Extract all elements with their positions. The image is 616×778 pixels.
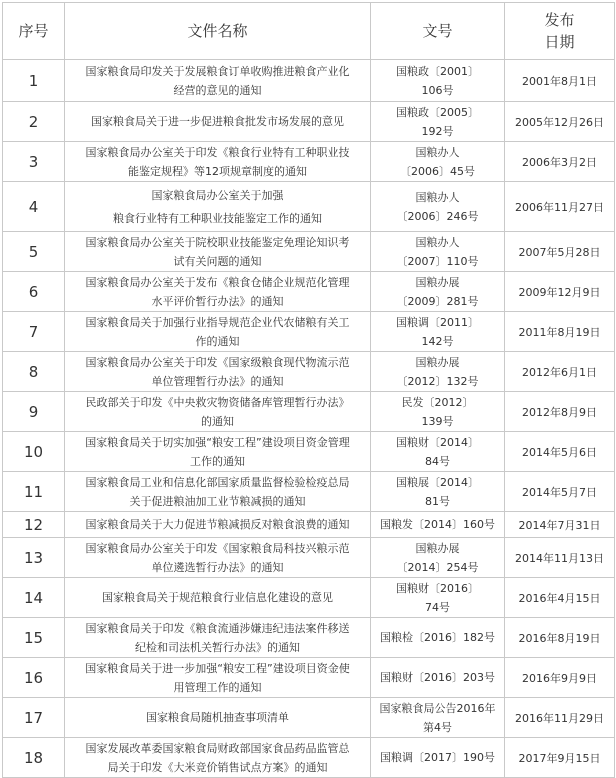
document-number-cell <box>371 432 505 472</box>
release-date: 2012年6月1日 <box>505 352 615 392</box>
document-name-line: 国家粮食局关于加强行业指导规范企业代农储粮有关工 <box>85 315 350 329</box>
document-number-cell <box>371 60 505 102</box>
document-number-line: 国粮财〔2016〕203号 <box>380 671 495 684</box>
row-number: 15 <box>3 618 65 658</box>
header-date-line2: 日期 <box>544 33 575 51</box>
document-name-line: 国家粮食局印发关于发展粮食订单收购推进粮食产业化 <box>85 64 350 78</box>
document-number-line: 74号 <box>425 600 450 614</box>
header-name: 文件名称 <box>65 3 371 60</box>
release-date: 2014年5月6日 <box>505 432 615 472</box>
document-number-line: 国家粮食局公告2016年 <box>379 701 496 715</box>
row-number: 3 <box>3 142 65 182</box>
document-name-line: 国家粮食局关于进一步加强“粮安工程”建设项目资金使 <box>85 661 350 675</box>
document-number-line: 国粮办人 <box>415 145 460 159</box>
document-name-cell <box>65 102 371 142</box>
table-row <box>3 578 615 618</box>
table-row <box>3 538 615 578</box>
header-doc: 文号 <box>371 3 505 60</box>
document-name-line: 单位遴选暂行办法》的通知 <box>151 560 284 574</box>
document-number-line: 139号 <box>421 414 454 428</box>
document-name-line: 国家粮食局随机抽查事项清单 <box>146 711 289 724</box>
document-name-line: 民政部关于印发《中央救灾物资储备库管理暂行办法》 <box>85 395 350 409</box>
table-header <box>3 3 615 60</box>
document-number-line: 国粮调〔2011〕 <box>396 315 479 329</box>
document-number-line: 国粮发〔2014〕160号 <box>380 518 495 531</box>
document-name-line: 粮食行业特有工种职业技能鉴定工作的通知 <box>113 211 322 225</box>
header-date <box>505 3 615 60</box>
table-row <box>3 698 615 738</box>
document-number-line: 81号 <box>425 494 450 508</box>
row-number: 1 <box>3 60 65 102</box>
document-number-cell <box>371 512 505 538</box>
table-row <box>3 142 615 182</box>
document-name-cell <box>65 352 371 392</box>
document-number-cell <box>371 272 505 312</box>
release-date: 2014年5月7日 <box>505 472 615 512</box>
document-number-line: 〔2009〕281号 <box>396 294 479 308</box>
document-number-cell <box>371 698 505 738</box>
release-date: 2001年8月1日 <box>505 60 615 102</box>
release-date: 2009年12月9日 <box>505 272 615 312</box>
document-number-cell <box>371 658 505 698</box>
document-name-line: 纪检和司法机关暂行办法》的通知 <box>135 640 300 654</box>
document-name-cell <box>65 392 371 432</box>
table-row <box>3 60 615 102</box>
table-row <box>3 102 615 142</box>
document-number-line: 第4号 <box>423 720 452 734</box>
document-number-cell <box>371 738 505 778</box>
document-number-line: 〔2014〕254号 <box>396 560 479 574</box>
document-name-line: 国家粮食局办公室关于院校职业技能鉴定免理论知识考 <box>85 235 350 249</box>
table-row <box>3 312 615 352</box>
document-number-line: 〔2012〕132号 <box>396 374 479 388</box>
document-name-cell <box>65 538 371 578</box>
document-name-cell <box>65 738 371 778</box>
documents-table <box>2 2 615 778</box>
document-number-line: 〔2006〕246号 <box>396 209 479 223</box>
row-number: 4 <box>3 182 65 232</box>
document-number-cell <box>371 578 505 618</box>
document-name-cell <box>65 182 371 232</box>
document-name-line: 工作的通知 <box>190 454 245 468</box>
document-number-line: 国粮办展 <box>415 541 460 555</box>
document-name-line: 国家粮食局办公室关于加强 <box>151 188 284 202</box>
document-number-cell <box>371 102 505 142</box>
document-number-cell <box>371 472 505 512</box>
document-number-cell <box>371 232 505 272</box>
row-number: 10 <box>3 432 65 472</box>
document-name-cell <box>65 232 371 272</box>
document-number-line: 国粮政〔2001〕 <box>396 64 479 78</box>
document-name-line: 水平评价暂行办法》的通知 <box>151 294 284 308</box>
document-name-line: 作的通知 <box>195 334 240 348</box>
document-name-cell <box>65 698 371 738</box>
table-row <box>3 272 615 312</box>
document-name-cell <box>65 472 371 512</box>
release-date: 2016年4月15日 <box>505 578 615 618</box>
document-name-cell <box>65 512 371 538</box>
document-name-cell <box>65 60 371 102</box>
document-name-line: 经营的意见的通知 <box>173 83 262 97</box>
document-name-line: 国家粮食局关于印发《粮食流通涉嫌违纪违法案件移送 <box>85 621 350 635</box>
document-name-line: 国家粮食局工业和信息化部国家质量监督检验检疫总局 <box>85 475 350 489</box>
document-name-cell <box>65 658 371 698</box>
document-name-line: 国家粮食局办公室关于发布《粮食仓储企业规范化管理 <box>85 275 350 289</box>
document-number-cell <box>371 312 505 352</box>
row-number: 13 <box>3 538 65 578</box>
document-name-line: 的通知 <box>201 414 234 428</box>
release-date: 2012年8月9日 <box>505 392 615 432</box>
document-name-cell <box>65 312 371 352</box>
table-row <box>3 392 615 432</box>
row-number: 18 <box>3 738 65 778</box>
document-name-line: 国家粮食局办公室关于印发《国家级粮食现代物流示范 <box>85 355 350 369</box>
document-name-cell <box>65 578 371 618</box>
table-row <box>3 472 615 512</box>
table-body <box>3 60 615 778</box>
document-number-line: 民发〔2012〕 <box>401 395 474 409</box>
row-number: 7 <box>3 312 65 352</box>
document-name-cell <box>65 142 371 182</box>
document-number-cell <box>371 142 505 182</box>
table-row <box>3 512 615 538</box>
release-date: 2007年5月28日 <box>505 232 615 272</box>
header-no: 序号 <box>3 3 65 60</box>
release-date: 2005年12月26日 <box>505 102 615 142</box>
document-name-cell <box>65 272 371 312</box>
row-number: 2 <box>3 102 65 142</box>
release-date: 2016年9月9日 <box>505 658 615 698</box>
document-name-line: 国家粮食局关于规范粮食行业信息化建设的意见 <box>102 591 333 604</box>
document-number-line: 〔2006〕45号 <box>400 164 475 178</box>
row-number: 16 <box>3 658 65 698</box>
document-number-line: 国粮检〔2016〕182号 <box>380 631 495 644</box>
document-number-cell <box>371 538 505 578</box>
document-number-line: 84号 <box>425 454 450 468</box>
document-name-line: 能鉴定规程》等12项规章制度的通知 <box>128 164 307 178</box>
header-date-line1: 发布 <box>544 11 575 29</box>
table-row <box>3 738 615 778</box>
document-number-line: 国粮财〔2016〕 <box>396 581 479 595</box>
row-number: 6 <box>3 272 65 312</box>
document-name-line: 国家发展改革委国家粮食局财政部国家食品药品监管总 <box>85 741 350 755</box>
row-number: 5 <box>3 232 65 272</box>
release-date: 2014年7月31日 <box>505 512 615 538</box>
document-number-line: 〔2007〕110号 <box>396 254 479 268</box>
document-number-cell <box>371 352 505 392</box>
document-number-line: 国粮政〔2005〕 <box>396 105 479 119</box>
table-row <box>3 618 615 658</box>
document-number-cell <box>371 618 505 658</box>
row-number: 8 <box>3 352 65 392</box>
release-date: 2017年9月15日 <box>505 738 615 778</box>
document-name-line: 局关于印发《大米竞价销售试点方案》的通知 <box>107 760 328 774</box>
document-number-cell <box>371 392 505 432</box>
table-row <box>3 232 615 272</box>
release-date: 2016年11月29日 <box>505 698 615 738</box>
release-date: 2006年3月2日 <box>505 142 615 182</box>
document-number-line: 106号 <box>421 83 454 97</box>
release-date: 2006年11月27日 <box>505 182 615 232</box>
document-number-line: 国粮办人 <box>415 235 460 249</box>
release-date: 2016年8月19日 <box>505 618 615 658</box>
row-number: 14 <box>3 578 65 618</box>
table-row <box>3 432 615 472</box>
document-name-line: 国家粮食局办公室关于印发《粮食行业特有工种职业技 <box>85 145 350 159</box>
row-number: 9 <box>3 392 65 432</box>
document-name-line: 国家粮食局关于进一步促进粮食批发市场发展的意见 <box>91 115 344 128</box>
document-name-line: 用管理工作的通知 <box>173 680 262 694</box>
row-number: 11 <box>3 472 65 512</box>
release-date: 2011年8月19日 <box>505 312 615 352</box>
document-number-line: 国粮办展 <box>415 355 460 369</box>
document-name-line: 国家粮食局关于大力促进节粮减损反对粮食浪费的通知 <box>85 518 350 531</box>
document-number-line: 142号 <box>421 334 454 348</box>
row-number: 12 <box>3 512 65 538</box>
document-number-line: 192号 <box>421 124 454 138</box>
document-number-line: 国粮展〔2014〕 <box>396 475 479 489</box>
document-name-cell <box>65 618 371 658</box>
document-number-line: 国粮财〔2014〕 <box>396 435 479 449</box>
table-row <box>3 182 615 232</box>
document-name-line: 关于促进粮油加工业节粮减损的通知 <box>129 494 306 508</box>
document-name-line: 国家粮食局办公室关于印发《国家粮食局科技兴粮示范 <box>85 541 350 555</box>
document-name-line: 国家粮食局关于切实加强“粮安工程”建设项目资金管理 <box>85 435 350 449</box>
document-number-line: 国粮办人 <box>415 190 460 204</box>
release-date: 2014年11月13日 <box>505 538 615 578</box>
table-row <box>3 352 615 392</box>
document-number-line: 国粮办展 <box>415 275 460 289</box>
document-number-cell <box>371 182 505 232</box>
table-row <box>3 658 615 698</box>
document-name-line: 试有关问题的通知 <box>173 254 262 268</box>
document-name-line: 单位管理暂行办法》的通知 <box>151 374 284 388</box>
document-name-cell <box>65 432 371 472</box>
header-row <box>3 3 615 60</box>
row-number: 17 <box>3 698 65 738</box>
document-number-line: 国粮调〔2017〕190号 <box>380 751 495 764</box>
